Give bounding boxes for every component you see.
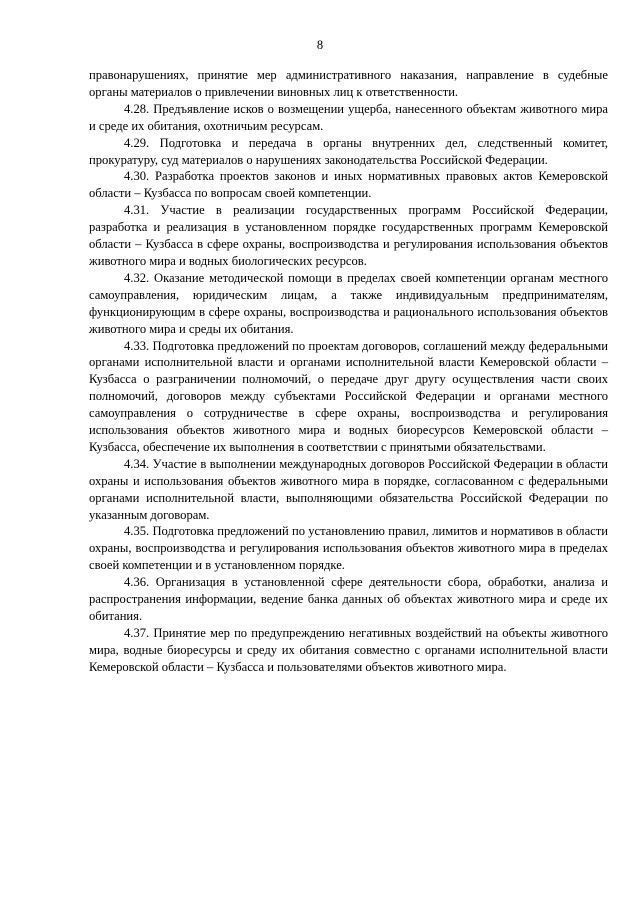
paragraph-4-35: 4.35. Подготовка предложений по установлению правил, лимитов и нормативов в области охраны, воспроизводства и регулирования использования объектов животного мира в пределах своей компетенции и в установленном порядке. xyxy=(89,524,608,573)
paragraph-4-29: 4.29. Подготовка и передача в органы внутренних дел, следственный комитет, прокуратуру, суд материалов о нарушениях законодательства Российской Федерации. xyxy=(89,135,608,167)
paragraph-4-33: 4.33. Подготовка предложений по проектам договоров, соглашений между федеральными органами исполнительной власти и органами исполнительной власти Кемеровской области – Кузбасса о разграничении полномочий, о передаче друг другу осуществления части своих полномочий, договоров между субъектами Российской Федерации и органами местного самоуправления о сотрудничестве в сфере охраны, воспроизводства и регулирования использования объектов животного мира и водных биоресурсов Кемеровской области – Кузбасса, обеспечение их выполнения в соответствии с принятыми обязательствами. xyxy=(89,338,608,454)
page-number: 8 xyxy=(316,38,324,52)
document-body xyxy=(89,67,608,676)
paragraph-4-32: 4.32. Оказание методической помощи в пределах своей компетенции органам местного самоуправления, юридическим лицам, а также индивидуальным предпринимателям, функционирующим в сфере охраны, воспроизводства и рационального использования объектов животного мира и среды их обитания. xyxy=(89,270,608,336)
paragraph-4-28: 4.28. Предъявление исков о возмещении ущерба, нанесенного объектам животного мира и среде их обитания, охотничьим ресурсам. xyxy=(89,101,608,133)
paragraph-4-34: 4.34. Участие в выполнении международных договоров Российской Федерации в области охраны и использования объектов животного мира в порядке, согласованном с федеральными органами исполнительной власти, выполняющими обязательства Российской Федерации по указанным договорам. xyxy=(89,456,608,522)
paragraph-4-31: 4.31. Участие в реализации государственных программ Российской Федерации, разработка и реализация в установленном порядке государственных программ Кемеровской области – Кузбасса в сфере охраны, воспроизводства и регулирования использования объектов животного мира и водных биологических ресурсов. xyxy=(89,203,608,268)
paragraph-4-30: 4.30. Разработка проектов законов и иных нормативных правовых актов Кемеровской области – Кузбасса по вопросам своей компетенции. xyxy=(89,169,608,201)
paragraph-continuation: правонарушениях, принятие мер административного наказания, направление в судебные органы материалов о привлечении виновных лиц к ответственности. xyxy=(89,68,608,99)
paragraph-4-37: 4.37. Принятие мер по предупреждению негативных воздействий на объекты животного мира, водные биоресурсы и среду их обитания совместно с органами исполнительной власти Кемеровской области – Кузбасса и пользователями объектов животного мира. xyxy=(89,625,608,674)
paragraph-4-36: 4.36. Организация в установленной сфере деятельности сбора, обработки, анализа и распространения информации, ведение банка данных об объектах животного мира и среде их обитания. xyxy=(89,575,608,623)
